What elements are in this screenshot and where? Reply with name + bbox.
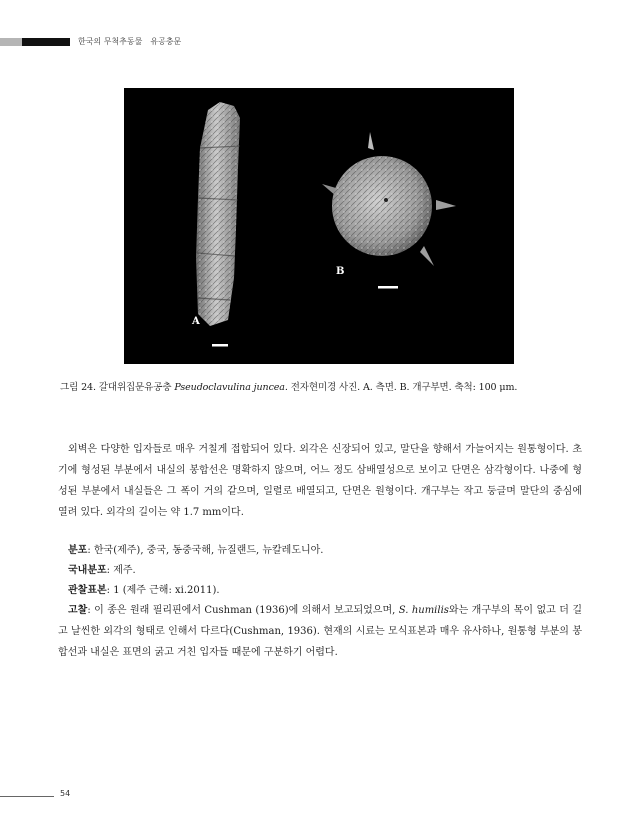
specimen-a — [196, 102, 240, 326]
remarks-paragraph: 고찰: 이 종은 원래 필리핀에서 Cushman (1936)에 의해서 보고되었으며, S. humilis와는 개구부의 목이 없고 더 길고 날씬한 외각의 형태로 인해서 다르다(Cushman, 1936). 현재의 시료는 모식표본과 매우 유사하나, 원통형 부분의 봉합선과 내실은 표면의 굵고 거친 입자들 때문에 구분하기 어렵다. — [58, 605, 582, 658]
specimen-b — [322, 132, 456, 266]
figure-caption: 그림 24. 갈대위집문유공충 Pseudoclavulina juncea. 전자현미경 사진. A. 측면. B. 개구부면. 축척: 100 μm. — [60, 382, 518, 393]
header-section-title: 유공충문 — [150, 37, 182, 46]
footer-rule — [0, 796, 54, 797]
description-paragraph — [58, 439, 582, 523]
label-a: A — [192, 316, 200, 327]
examined-specimens-line — [68, 580, 220, 601]
distribution-line — [68, 540, 324, 561]
domestic-distribution-value: : 제주. — [106, 565, 136, 576]
remarks-label: 고찰 — [68, 605, 88, 616]
label-b: B — [336, 266, 345, 277]
header-gray-bar — [0, 38, 22, 46]
page-number: 54 — [60, 789, 71, 798]
header-black-bar — [22, 38, 70, 46]
distribution-value: : 한국(제주), 중국, 동중국해, 뉴질랜드, 뉴칼레도니아. — [87, 545, 324, 556]
examined-specimens-value: : 1 (제주 근해: xi.2011). — [106, 585, 220, 596]
sem-photograph — [124, 88, 514, 364]
sem-image — [124, 88, 514, 364]
caption-species: Pseudoclavulina juncea — [174, 382, 285, 393]
header-book-title: 한국의 무척추동물 — [78, 37, 143, 46]
examined-specimens-label: 관찰표본 — [68, 585, 107, 596]
description-text: 외벽은 다양한 입자들로 매우 거칠게 접합되어 있다. 외각은 신장되어 있고, 말단을 향해서 가늘어지는 원통형이다. 초기에 형성된 부분에서 내실의 봉합선은 명확하지 않으며, 어느 정도 삼배열성으로 보이고 단면은 삼각형이다. 나중에 형성된 부분에서 내실들은 그 폭이 거의 같으며, 일렬로 배열되고, 단면은 원형이다. 개구부는 작고 둥글며 말단의 중심에 열려 있다. 외각의 길이는 약 1.7 mm이다. — [58, 444, 582, 518]
distribution-label: 분포 — [68, 545, 88, 556]
remarks-species: S. humilis — [398, 605, 449, 616]
running-header — [78, 36, 181, 47]
domestic-distribution-label: 국내분포 — [68, 565, 107, 576]
domestic-distribution-line — [68, 560, 136, 581]
scale-bar-b — [378, 286, 398, 289]
scale-bar-a — [212, 344, 228, 347]
